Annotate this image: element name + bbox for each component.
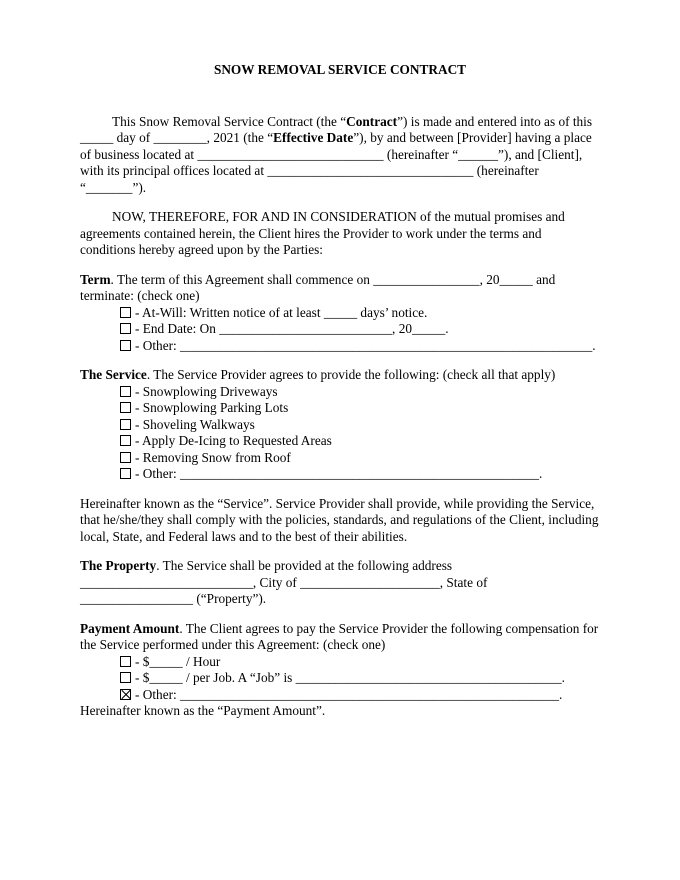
payment-option-other-label: - Other: _________________________________________________________. [135, 686, 563, 702]
service-lead-text: . The Service Provider agrees to provide the following: (check all that apply) [146, 367, 556, 382]
property-lead-text: . The Service shall be provided at the following address __________________________, City of _____________________, State of _________________ (“Property”). [80, 558, 488, 606]
term-option-end-date [80, 321, 600, 338]
service-section [80, 367, 600, 483]
payment-option-per-job [80, 670, 600, 687]
service-lead-paragraph [80, 367, 600, 384]
property-lead-paragraph [80, 558, 600, 608]
service-option-other-label: - Other: ______________________________________________________. [135, 466, 543, 481]
checkbox-term-other-icon[interactable] [120, 340, 131, 351]
intro-text-2: ”) is made and entered into as of this _____ day of ________, 2021 (the “ [80, 113, 593, 145]
term-option-at-will-label: - At-Will: Written notice of at least _____ days’ notice. [135, 304, 428, 320]
term-option-other-label: - Other: ______________________________________________________________. [135, 337, 596, 353]
term-option-at-will [80, 305, 600, 322]
checkbox-de-icing-icon[interactable] [120, 435, 131, 446]
intro-text-1: This Snow Removal Service Contract (the “ [112, 113, 347, 129]
payment-option-per-job-label: - $_____ / per Job. A “Job” is ________________________________________. [135, 670, 565, 685]
service-option-snowplowing-parking-lots-label: - Snowplowing Parking Lots [135, 400, 289, 415]
checkbox-snowplowing-driveways-icon[interactable] [120, 386, 131, 397]
checkbox-removing-snow-roof-icon[interactable] [120, 452, 131, 463]
service-option-de-icing [80, 433, 600, 450]
intro-bold-contract: Contract [346, 113, 398, 129]
service-option-snowplowing-driveways-label: - Snowplowing Driveways [135, 383, 278, 399]
payment-section [80, 621, 600, 720]
payment-option-hourly-label: - $_____ / Hour [135, 653, 221, 669]
payment-lead-paragraph [80, 621, 600, 654]
payment-lead-text: . The Client agrees to pay the Service Provider the following compensation for the Service performed under this Agreement: (check one) [80, 620, 599, 652]
term-lead-paragraph [80, 272, 600, 305]
service-note-paragraph: Hereinafter known as the “Service”. Service Provider shall provide, while providing the Service, that he/she/they shall comply with the policies, standards, and regulations of the Client, including local, State, and Federal laws and to the best of their abilities. [80, 495, 599, 544]
property-section [80, 558, 600, 608]
checkbox-at-will-icon[interactable] [120, 307, 131, 318]
service-option-de-icing-label: - Apply De-Icing to Requested Areas [135, 433, 332, 448]
payment-option-other [80, 687, 600, 704]
term-option-other [80, 338, 600, 355]
term-section [80, 272, 600, 355]
checkbox-shoveling-walkways-icon[interactable] [120, 419, 131, 430]
service-option-removing-snow-roof-label: - Removing Snow from Roof [135, 449, 291, 465]
checkbox-hourly-icon[interactable] [120, 656, 131, 667]
service-option-snowplowing-driveways [80, 384, 600, 401]
checkbox-service-other-icon[interactable] [120, 468, 131, 479]
checkbox-end-date-icon[interactable] [120, 323, 131, 334]
term-option-end-date-label: - End Date: On __________________________, 20_____. [135, 321, 449, 336]
service-heading: The Service [80, 367, 147, 382]
payment-option-hourly [80, 654, 600, 671]
service-option-removing-snow-roof [80, 450, 600, 467]
checkbox-per-job-icon[interactable] [120, 672, 131, 683]
service-option-snowplowing-parking-lots [80, 400, 600, 417]
document-title: SNOW REMOVAL SERVICE CONTRACT [213, 62, 467, 77]
term-lead-text: . The term of this Agreement shall commence on ________________, 20_____ and terminate: (check one) [80, 271, 556, 303]
property-heading: The Property [80, 558, 157, 573]
term-heading: Term [80, 271, 111, 287]
consideration-paragraph: NOW, THEREFORE, FOR AND IN CONSIDERATION of the mutual promises and agreements contained herein, the Client hires the Provider to work under the terms and conditions hereby agreed upon by the Parties: [80, 209, 565, 257]
checkbox-snowplowing-parking-lots-icon[interactable] [120, 402, 131, 413]
payment-note-paragraph: Hereinafter known as the “Payment Amount”. [80, 703, 326, 718]
payment-heading: Payment Amount [80, 620, 180, 636]
checkbox-payment-other-icon[interactable] [120, 689, 131, 700]
service-option-shoveling-walkways [80, 417, 600, 434]
service-option-other [80, 466, 600, 483]
intro-text-3: ”), by and between [Provider] having a place of business located at ____________________________ (hereinafter “______”), and [Client], with its principal offices located at _______________________________ (hereinafter “_______”). [80, 130, 592, 195]
service-option-shoveling-walkways-label: - Shoveling Walkways [135, 416, 255, 432]
intro-bold-effective-date: Effective Date [273, 130, 354, 145]
intro-paragraph [80, 114, 600, 197]
